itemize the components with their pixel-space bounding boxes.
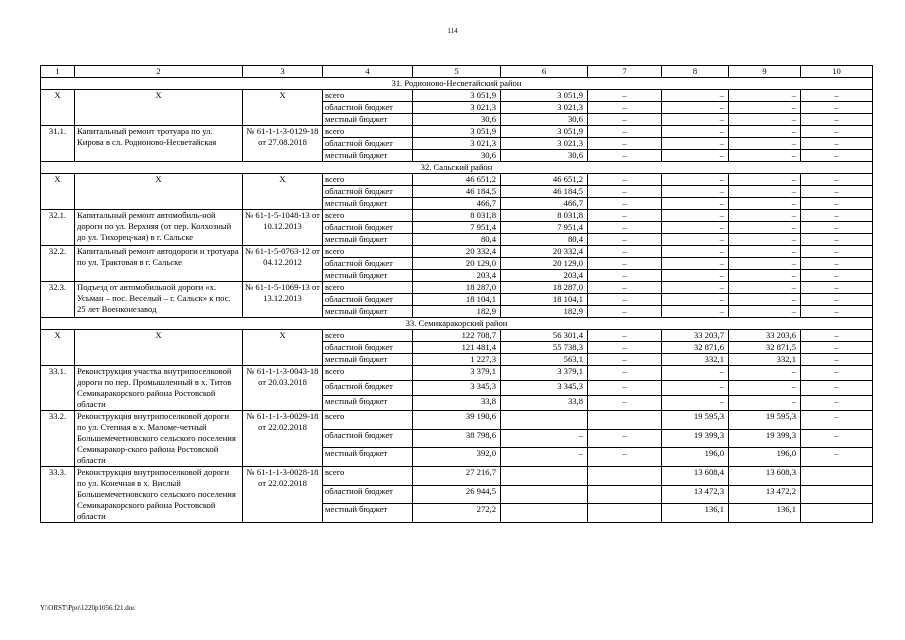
funding-source-label: областной бюджет	[323, 294, 413, 306]
value-col10: –	[801, 342, 873, 354]
value-col8: –	[662, 381, 729, 396]
value-col8: –	[662, 270, 729, 282]
value-col7	[588, 504, 662, 523]
funding-source-label: местный бюджет	[323, 234, 413, 246]
value-col9: –	[729, 270, 801, 282]
item-name: X	[75, 90, 243, 126]
funding-source-label: областной бюджет	[323, 258, 413, 270]
table-row	[41, 210, 873, 222]
item-name: Реконструкция внутрипоселковой дороги по ул. Степная в х. Маломе-четный Большемечетновского сельского поселения Семикаракор-ского района Ростовской области	[75, 411, 243, 467]
value-col10: –	[801, 222, 873, 234]
table-row	[41, 366, 873, 381]
value-col7: –	[588, 381, 662, 396]
value-col10: –	[801, 411, 873, 430]
value-col8: –	[662, 90, 729, 102]
value-col7: –	[588, 282, 662, 294]
funding-source-label: областной бюджет	[323, 485, 413, 504]
value-col10: –	[801, 366, 873, 381]
value-col10: –	[801, 186, 873, 198]
value-col7: –	[588, 126, 662, 138]
value-col9: 19 399,3	[729, 429, 801, 448]
column-number: 3	[243, 66, 323, 78]
value-col5: 80,4	[413, 234, 501, 246]
value-col8: –	[662, 222, 729, 234]
value-col10: –	[801, 294, 873, 306]
item-document: № 61-1-5-1069-13 от 13.12.2013	[243, 282, 323, 318]
value-col10: –	[801, 258, 873, 270]
funding-source-label: областной бюджет	[323, 342, 413, 354]
value-col9: –	[729, 396, 801, 411]
value-col9: –	[729, 234, 801, 246]
section-row	[41, 318, 873, 330]
value-col8: –	[662, 174, 729, 186]
value-col6: 3 021,3	[501, 138, 588, 150]
value-col5: 39 190,6	[413, 411, 501, 430]
funding-source-label: местный бюджет	[323, 198, 413, 210]
funding-source-label: местный бюджет	[323, 354, 413, 366]
value-col10: –	[801, 330, 873, 342]
value-col5: 3 051,9	[413, 126, 501, 138]
value-col8: –	[662, 210, 729, 222]
value-col8: 196,0	[662, 448, 729, 467]
item-name: Капитальный ремонт автодороги и тротуара по ул. Трактовая в г. Сальске	[75, 246, 243, 282]
value-col9: 32 871,5	[729, 342, 801, 354]
value-col7: –	[588, 306, 662, 318]
column-number: 2	[75, 66, 243, 78]
item-document: № 61-1-5-0763-12 от 04.12.2012	[243, 246, 323, 282]
value-col9: 13 608,3	[729, 467, 801, 486]
value-col8: 33 203,7	[662, 330, 729, 342]
item-document: № 61-1-5-1048-13 от 10.12.2013	[243, 210, 323, 246]
funding-source-label: областной бюджет	[323, 138, 413, 150]
value-col9: –	[729, 174, 801, 186]
item-document: № 61-1-1-3-0029-18 от 22.02.2018	[243, 411, 323, 467]
value-col7: –	[588, 174, 662, 186]
funding-source-label: всего	[323, 90, 413, 102]
value-col6: –	[501, 448, 588, 467]
table-row	[41, 90, 873, 102]
item-number: X	[41, 174, 75, 210]
value-col6: 20 129,0	[501, 258, 588, 270]
value-col10: –	[801, 354, 873, 366]
value-col7: –	[588, 366, 662, 381]
table-row	[41, 282, 873, 294]
value-col9: 13 472,2	[729, 485, 801, 504]
value-col7: –	[588, 114, 662, 126]
value-col9: 332,1	[729, 354, 801, 366]
value-col6: 203,4	[501, 270, 588, 282]
value-col7: –	[588, 102, 662, 114]
value-col7	[588, 485, 662, 504]
value-col9: –	[729, 294, 801, 306]
value-col10: –	[801, 234, 873, 246]
funding-source-label: областной бюджет	[323, 186, 413, 198]
value-col5: 3 345,3	[413, 381, 501, 396]
value-col8: –	[662, 102, 729, 114]
value-col6: 55 738,3	[501, 342, 588, 354]
value-col7: –	[588, 222, 662, 234]
column-number: 8	[662, 66, 729, 78]
value-col9: –	[729, 150, 801, 162]
funding-source-label: местный бюджет	[323, 504, 413, 523]
value-col7: –	[588, 246, 662, 258]
section-title: 32. Сальский район	[41, 162, 873, 174]
value-col6: 46 184,5	[501, 186, 588, 198]
value-col6: 466,7	[501, 198, 588, 210]
value-col8: –	[662, 246, 729, 258]
value-col6: 30,6	[501, 150, 588, 162]
funding-source-label: местный бюджет	[323, 270, 413, 282]
item-number: 32.2.	[41, 246, 75, 282]
value-col9: –	[729, 186, 801, 198]
value-col5: 272,2	[413, 504, 501, 523]
value-col10: –	[801, 138, 873, 150]
value-col10: –	[801, 270, 873, 282]
item-name: X	[75, 174, 243, 210]
value-col6: 33,8	[501, 396, 588, 411]
value-col8: –	[662, 138, 729, 150]
value-col7: –	[588, 342, 662, 354]
value-col5: 3 021,3	[413, 102, 501, 114]
funding-source-label: местный бюджет	[323, 396, 413, 411]
value-col7: –	[588, 138, 662, 150]
value-col9: 136,1	[729, 504, 801, 523]
value-col8: –	[662, 306, 729, 318]
funding-source-label: областной бюджет	[323, 222, 413, 234]
item-number: 33.2.	[41, 411, 75, 467]
value-col9: –	[729, 381, 801, 396]
item-document: № 61-1-1-3-0028-18 от 22.02.2018	[243, 467, 323, 523]
value-col9: –	[729, 102, 801, 114]
value-col7: –	[588, 330, 662, 342]
value-col8: 136,1	[662, 504, 729, 523]
value-col5: 46 184,5	[413, 186, 501, 198]
item-document: X	[243, 174, 323, 210]
value-col10: –	[801, 114, 873, 126]
value-col5: 30,6	[413, 114, 501, 126]
value-col5: 18 287,0	[413, 282, 501, 294]
value-col10	[801, 504, 873, 523]
value-col7: –	[588, 150, 662, 162]
section-title: 33. Семикаракорский район	[41, 318, 873, 330]
value-col8: –	[662, 186, 729, 198]
section-row	[41, 162, 873, 174]
value-col8: –	[662, 126, 729, 138]
value-col5: 3 021,3	[413, 138, 501, 150]
value-col7	[588, 411, 662, 430]
column-number: 5	[413, 66, 501, 78]
table-row	[41, 411, 873, 430]
value-col5: 33,8	[413, 396, 501, 411]
value-col7: –	[588, 429, 662, 448]
item-number: X	[41, 90, 75, 126]
value-col6	[501, 467, 588, 486]
value-col5: 122 708,7	[413, 330, 501, 342]
page-number: 114	[447, 27, 458, 35]
value-col5: 20 332,4	[413, 246, 501, 258]
value-col9: –	[729, 366, 801, 381]
item-name: X	[75, 330, 243, 366]
value-col6	[501, 504, 588, 523]
item-number: 31.1.	[41, 126, 75, 162]
value-col8: 19 399,3	[662, 429, 729, 448]
value-col8: –	[662, 114, 729, 126]
funding-source-label: местный бюджет	[323, 114, 413, 126]
funding-source-label: всего	[323, 126, 413, 138]
value-col5: 121 481,4	[413, 342, 501, 354]
value-col5: 7 951,4	[413, 222, 501, 234]
funding-source-label: всего	[323, 330, 413, 342]
funding-source-label: всего	[323, 411, 413, 430]
value-col10: –	[801, 126, 873, 138]
value-col8: 19 595,3	[662, 411, 729, 430]
value-col9: –	[729, 282, 801, 294]
value-col8: 32 871,6	[662, 342, 729, 354]
value-col8: –	[662, 198, 729, 210]
column-number: 6	[501, 66, 588, 78]
table-row	[41, 467, 873, 486]
value-col7	[588, 467, 662, 486]
item-number: 33.3.	[41, 467, 75, 523]
item-name: Реконструкция участка внутрипоселковой дороги по пер. Промышленный в х. Титов Семикаракорского района Ростовской области	[75, 366, 243, 411]
value-col6: 18 287,0	[501, 282, 588, 294]
item-document: X	[243, 90, 323, 126]
funding-source-label: местный бюджет	[323, 306, 413, 318]
item-number: X	[41, 330, 75, 366]
funding-source-label: всего	[323, 174, 413, 186]
value-col10: –	[801, 210, 873, 222]
value-col10: –	[801, 448, 873, 467]
value-col5: 26 944,5	[413, 485, 501, 504]
value-col10: –	[801, 306, 873, 318]
value-col8: –	[662, 396, 729, 411]
value-col10: –	[801, 381, 873, 396]
value-col9: –	[729, 258, 801, 270]
value-col5: 466,7	[413, 198, 501, 210]
value-col10	[801, 467, 873, 486]
value-col9: –	[729, 114, 801, 126]
value-col9: –	[729, 126, 801, 138]
value-col7: –	[588, 234, 662, 246]
value-col5: 38 798,6	[413, 429, 501, 448]
section-title: 31. Родионово-Несветайский район	[41, 78, 873, 90]
column-number: 10	[801, 66, 873, 78]
value-col7: –	[588, 448, 662, 467]
value-col6: 46 651,2	[501, 174, 588, 186]
value-col5: 30,6	[413, 150, 501, 162]
value-col6: 3 021,3	[501, 102, 588, 114]
value-col6: 20 332,4	[501, 246, 588, 258]
value-col5: 3 051,9	[413, 90, 501, 102]
value-col9: –	[729, 222, 801, 234]
value-col7: –	[588, 210, 662, 222]
value-col8: –	[662, 234, 729, 246]
value-col6: 3 345,3	[501, 381, 588, 396]
column-number: 7	[588, 66, 662, 78]
value-col7: –	[588, 258, 662, 270]
value-col6: 3 051,9	[501, 126, 588, 138]
value-col10: –	[801, 246, 873, 258]
value-col10: –	[801, 150, 873, 162]
value-col5: 203,4	[413, 270, 501, 282]
value-col9: –	[729, 210, 801, 222]
value-col8: –	[662, 294, 729, 306]
funding-source-label: всего	[323, 210, 413, 222]
funding-source-label: всего	[323, 366, 413, 381]
value-col7: –	[588, 396, 662, 411]
value-col10: –	[801, 198, 873, 210]
value-col9: –	[729, 90, 801, 102]
value-col10: –	[801, 282, 873, 294]
value-col10: –	[801, 102, 873, 114]
funding-source-label: областной бюджет	[323, 381, 413, 396]
value-col8: –	[662, 150, 729, 162]
value-col9: 19 595,3	[729, 411, 801, 430]
column-number: 4	[323, 66, 413, 78]
item-number: 32.1.	[41, 210, 75, 246]
value-col6: 7 951,4	[501, 222, 588, 234]
item-document: № 61-1-1-3-0129-18 от 27.08.2018	[243, 126, 323, 162]
value-col8: –	[662, 282, 729, 294]
value-col6: 80,4	[501, 234, 588, 246]
value-col7: –	[588, 198, 662, 210]
value-col7: –	[588, 186, 662, 198]
value-col6: 8 031,8	[501, 210, 588, 222]
value-col7: –	[588, 270, 662, 282]
value-col6	[501, 411, 588, 430]
item-name: Капитальный ремонт автомобиль-ной дороги по ул. Верхняя (от пер. Колхозный до ул. Тихорец-кая) в г. Сальске	[75, 210, 243, 246]
item-document: № 61-1-1-3-0043-18 от 20.03.2018	[243, 366, 323, 411]
value-col5: 27 216,7	[413, 467, 501, 486]
value-col6: 30,6	[501, 114, 588, 126]
value-col6: 18 104,1	[501, 294, 588, 306]
column-number-row	[41, 66, 873, 78]
column-number: 1	[41, 66, 75, 78]
table-row	[41, 126, 873, 138]
item-name: Капитальный ремонт тротуара по ул. Кирова в сл. Родионово-Несветайская	[75, 126, 243, 162]
value-col5: 20 129,0	[413, 258, 501, 270]
file-path-footer: Y:\ORST\Ppo\1220p1056.f21.doc	[40, 604, 136, 612]
value-col8: 13 608,4	[662, 467, 729, 486]
value-col9: –	[729, 138, 801, 150]
value-col9: 196,0	[729, 448, 801, 467]
table-row	[41, 246, 873, 258]
value-col10	[801, 485, 873, 504]
value-col6: –	[501, 429, 588, 448]
value-col10: –	[801, 396, 873, 411]
value-col7: –	[588, 90, 662, 102]
funding-source-label: областной бюджет	[323, 102, 413, 114]
budget-table	[40, 65, 873, 523]
value-col5: 3 379,1	[413, 366, 501, 381]
item-number: 32.3.	[41, 282, 75, 318]
value-col9: –	[729, 246, 801, 258]
value-col9: –	[729, 198, 801, 210]
funding-source-label: местный бюджет	[323, 150, 413, 162]
item-name: Реконструкция внутрипоселковой дороги по ул. Конечная в х. Вислый Большемечетновского сельского поселения Семикаракорского района Ростовской области	[75, 467, 243, 523]
value-col10: –	[801, 90, 873, 102]
value-col10: –	[801, 174, 873, 186]
value-col9: 33 203,6	[729, 330, 801, 342]
value-col6: 3 379,1	[501, 366, 588, 381]
value-col8: 13 472,3	[662, 485, 729, 504]
value-col6: 563,1	[501, 354, 588, 366]
value-col5: 8 031,8	[413, 210, 501, 222]
funding-source-label: всего	[323, 246, 413, 258]
value-col6	[501, 485, 588, 504]
section-row	[41, 78, 873, 90]
value-col5: 46 651,2	[413, 174, 501, 186]
table-row	[41, 330, 873, 342]
funding-source-label: всего	[323, 467, 413, 486]
funding-source-label: областной бюджет	[323, 429, 413, 448]
item-document: X	[243, 330, 323, 366]
value-col9: –	[729, 306, 801, 318]
value-col8: –	[662, 258, 729, 270]
item-name: Подъезд от автомобильной дороги «х. Усьман – пос. Веселый – г. Сальск» к пос. 25 лет Военконезавод	[75, 282, 243, 318]
value-col5: 1 227,3	[413, 354, 501, 366]
value-col10: –	[801, 429, 873, 448]
value-col6: 3 051,9	[501, 90, 588, 102]
value-col5: 18 104,1	[413, 294, 501, 306]
value-col8: 332,1	[662, 354, 729, 366]
item-number: 33.1.	[41, 366, 75, 411]
value-col8: –	[662, 366, 729, 381]
funding-source-label: всего	[323, 282, 413, 294]
value-col7: –	[588, 354, 662, 366]
value-col5: 392,0	[413, 448, 501, 467]
table-row	[41, 174, 873, 186]
value-col5: 182,9	[413, 306, 501, 318]
value-col6: 56 301,4	[501, 330, 588, 342]
value-col6: 182,9	[501, 306, 588, 318]
funding-source-label: местный бюджет	[323, 448, 413, 467]
column-number: 9	[729, 66, 801, 78]
value-col7: –	[588, 294, 662, 306]
